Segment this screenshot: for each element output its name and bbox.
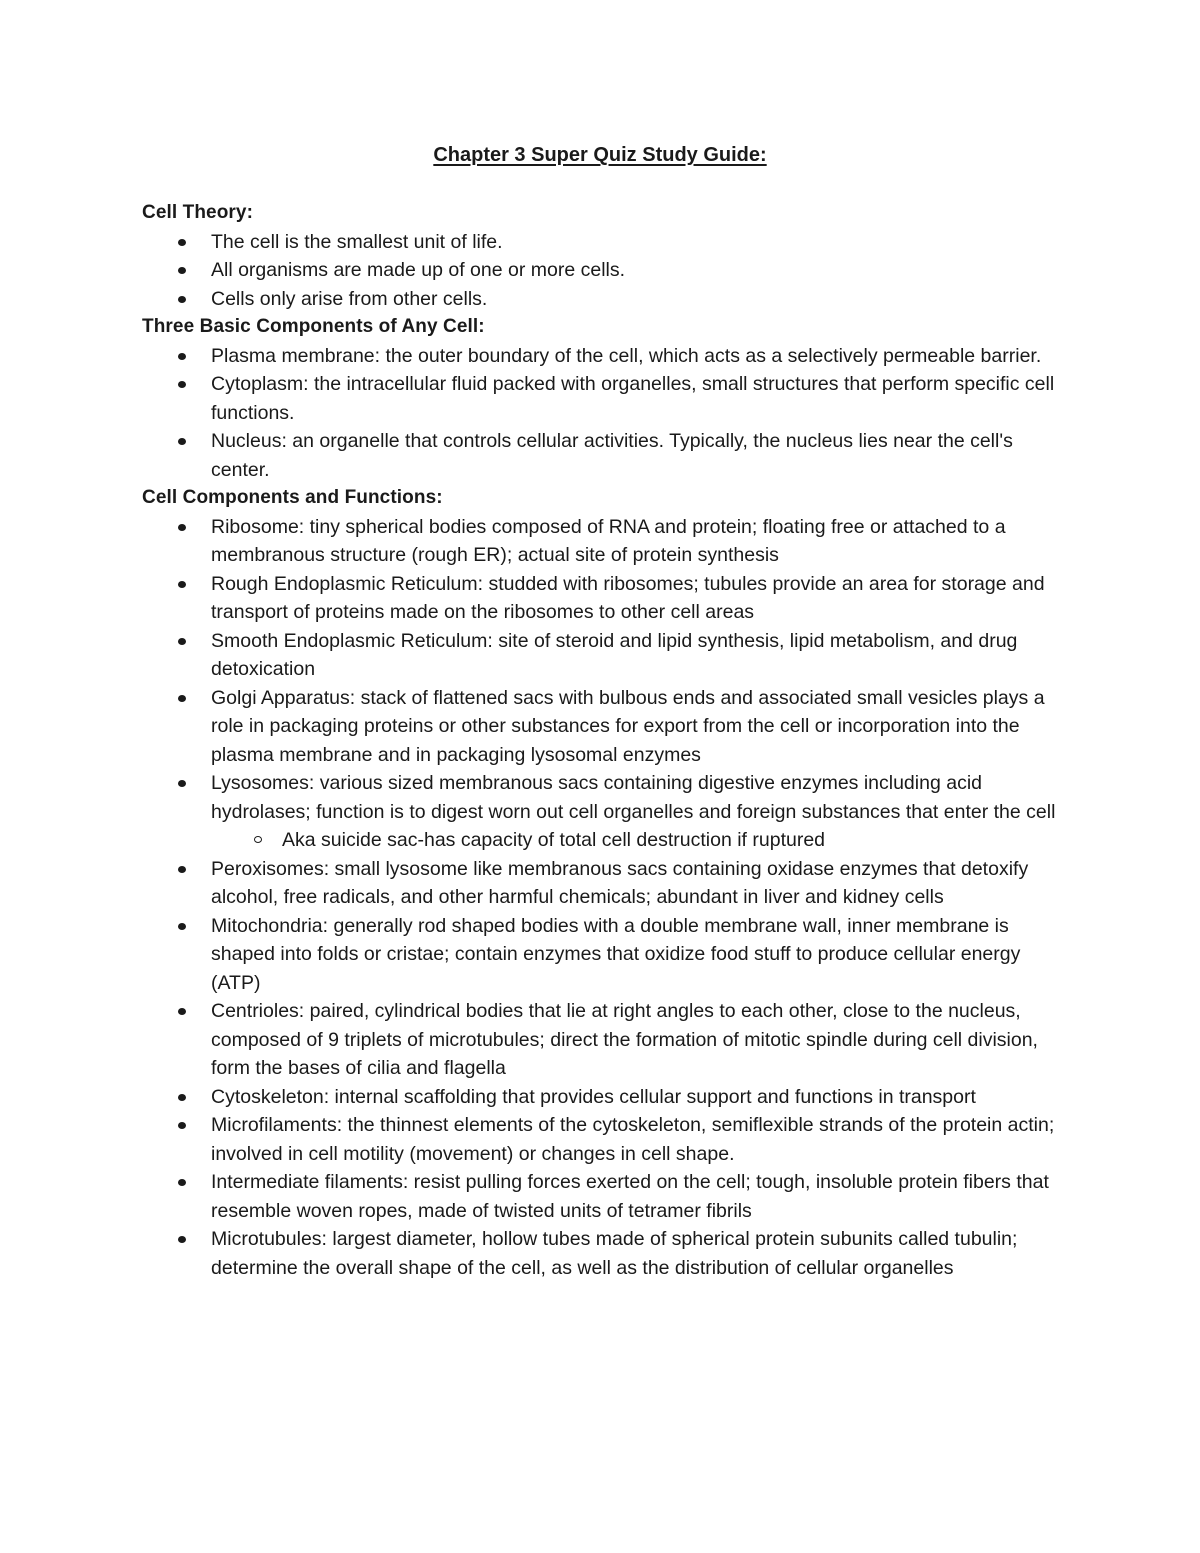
bullet-icon [178,695,186,702]
section-cell-components [142,484,1072,1282]
bullet-icon [178,267,186,274]
list-item [142,912,1072,998]
section-cell-theory [142,199,1072,313]
document-body [142,199,1072,1282]
list-item-text: Lysosomes: various sized membranous sacs containing digestive enzymes including acid hydrolases; function is to digest worn out cell organelles and foreign substances that enter the cell [211,772,1056,823]
bullet-icon [178,1179,186,1186]
list-item-text: Centrioles: paired, cylindrical bodies that lie at right angles to each other, close to the nucleus, composed of 9 triplets of microtubules; direct the formation of mitotic spindle during cell division, form the bases of cilia and flagella [211,1000,1038,1079]
sub-bullet-list [211,826,1072,855]
page-title: Chapter 3 Super Quiz Study Guide: [433,144,767,166]
list-item [142,342,1072,371]
bullet-icon [178,296,186,303]
list-item-text: Ribosome: tiny spherical bodies composed of RNA and protein; floating free or attached to a membranous structure (rough ER); actual site of protein synthesis [211,515,1006,566]
list-item [142,228,1072,257]
bullet-icon [178,581,186,588]
bullet-list [142,342,1072,485]
bullet-icon [178,638,186,645]
bullet-icon [178,923,186,930]
list-item-text: Rough Endoplasmic Reticulum: studded with ribosomes; tubules provide an area for storage and transport of proteins made on the ribosomes to other cell areas [211,572,1045,623]
list-item-text: Cytoskeleton: internal scaffolding that provides cellular support and functions in transport [211,1085,976,1108]
list-item-text: Cells only arise from other cells. [211,287,488,310]
list-item [142,427,1072,484]
list-item [142,285,1072,314]
sub-list-item-text: Aka suicide sac-has capacity of total cell destruction if ruptured [282,829,826,851]
section-heading: Cell Theory: [142,202,253,223]
list-item [142,997,1072,1083]
bullet-icon [178,866,186,873]
list-item [142,684,1072,770]
list-item [142,256,1072,285]
list-item-text: Intermediate filaments: resist pulling forces exerted on the cell; tough, insoluble protein fibers that resemble woven ropes, made of twisted units of tetramer fibrils [211,1171,1049,1222]
list-item [142,513,1072,570]
list-item-text: Golgi Apparatus: stack of flattened sacs with bulbous ends and associated small vesicles plays a role in packaging proteins or other substances for export from the cell or incorporation into the plasma membrane and in packaging lysosomal enzymes [211,686,1045,766]
list-item [142,1168,1072,1225]
list-item-text: Peroxisomes: small lysosome like membranous sacs containing oxidase enzymes that detoxify alcohol, free radicals, and other harmful chemicals; abundant in liver and kidney cells [211,857,1029,908]
bullet-icon [178,1236,186,1243]
list-item-text: Microtubules: largest diameter, hollow tubes made of spherical protein subunits called tubulin; determine the overall shape of the cell, as well as the distribution of cellular organelles [211,1228,1018,1279]
list-item-text: Cytoplasm: the intracellular fluid packed with organelles, small structures that perform specific cell functions. [211,373,1055,424]
list-item-text: Smooth Endoplasmic Reticulum: site of steroid and lipid synthesis, lipid metabolism, and drug detoxication [211,629,1018,680]
bullet-icon [178,239,186,246]
list-item-text: Plasma membrane: the outer boundary of the cell, which acts as a selectively permeable barrier. [211,344,1042,367]
bullet-icon [178,381,186,388]
list-item-text: Mitochondria: generally rod shaped bodies with a double membrane wall, inner membrane is shaped into folds or cristae; contain enzymes that oxidize food stuff to produce cellular energy (ATP) [211,914,1021,994]
list-item [142,370,1072,427]
bullet-icon [178,1094,186,1101]
bullet-icon [178,438,186,445]
hollow-bullet-icon [254,836,262,843]
list-item-text: All organisms are made up of one or more cells. [211,259,626,281]
bullet-list [142,228,1072,314]
sub-list-item [211,826,1072,855]
list-item [142,855,1072,912]
section-heading: Cell Components and Functions: [142,487,443,508]
list-item [142,627,1072,684]
section-basic-components [142,313,1072,484]
list-item [142,1111,1072,1168]
list-item [142,769,1072,855]
list-item [142,570,1072,627]
bullet-list [142,513,1072,1283]
bullet-icon [178,353,186,360]
bullet-icon [178,1122,186,1129]
bullet-icon [178,780,186,787]
list-item [142,1225,1072,1282]
section-heading: Three Basic Components of Any Cell: [142,316,485,337]
list-item [142,1083,1072,1112]
list-item-text: Microfilaments: the thinnest elements of the cytoskeleton, semiflexible strands of the protein actin; involved in cell motility (movement) or changes in cell shape. [211,1114,1055,1165]
list-item-text: Nucleus: an organelle that controls cellular activities. Typically, the nucleus lies near the cell's center. [211,430,1013,481]
bullet-icon [178,1008,186,1015]
list-item-text: The cell is the smallest unit of life. [211,230,503,253]
bullet-icon [178,524,186,531]
